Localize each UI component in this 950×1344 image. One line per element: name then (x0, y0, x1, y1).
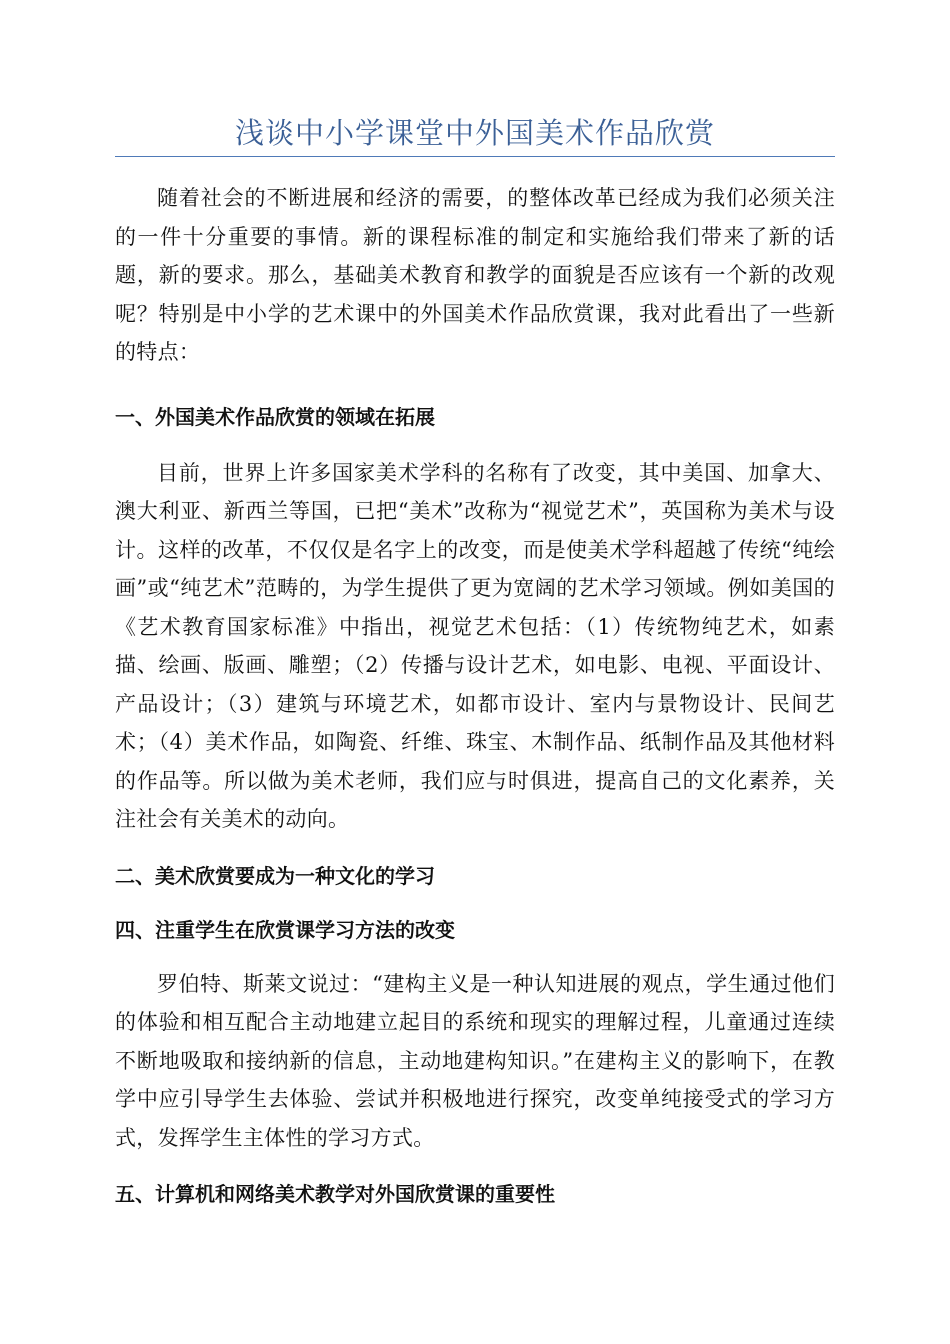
section-body-1: 目前，世界上许多国家美术学科的名称有了改变，其中美国、加拿大、澳大利亚、新西兰等国，已把“美术”改称为“视觉艺术”，英国称为美术与设计。这样的改革，不仅仅是名字上的改变，而是使美术学科超越了传统“纯绘画”或“纯艺术”范畴的，为学生提供了更为宽阔的艺术学习领域。例如美国的《艺术教育国家标准》中指出，视觉艺术包括：（1）传统物纯艺术，如素描、绘画、版画、雕塑；（2）传播与设计艺术，如电影、电视、平面设计、产品设计；（3）建筑与环境艺术，如都市设计、室内与景物设计、民间艺术；（4）美术作品，如陶瓷、纤维、珠宝、木制作品、纸制作品及其他材料的作品等。所以做为美术老师，我们应与时俱进，提高自己的文化素养，关注社会有关美术的动向。 (115, 460, 835, 831)
title-underline (115, 156, 835, 157)
section-body-4: 罗伯特、斯莱文说过：“建构主义是一种认知进展的观点，学生通过他们的体验和相互配合主动地建立起目的系统和现实的理解过程，儿童通过连续不断地吸取和接纳新的信息，主动地建构知识。”在建构主义的影响下，在教学中应引导学生去体验、尝试并积极地进行探究，改变单纯接受式的学习方式，发挥学生主体性的学习方式。 (115, 971, 835, 1150)
intro-paragraph: 随着社会的不断进展和经济的需要，的整体改革已经成为我们必须关注的一件十分重要的事情。新的课程标准的制定和实施给我们带来了新的话题，新的要求。那么，基础美术教育和教学的面貌是否应该有一个新的改观呢？特别是中小学的艺术课中的外国美术作品欣赏课，我对此看出了一些新的特点： (115, 186, 835, 364)
document-title: 浅谈中小学课堂中外国美术作品欣赏 (234, 116, 715, 150)
section-heading-4: 四、注重学生在欣赏课学习方法的改变 (115, 917, 455, 942)
section-heading-5: 五、计算机和网络美术教学对外国欣赏课的重要性 (115, 1182, 555, 1206)
section-heading-2: 二、美术欣赏要成为一种文化的学习 (115, 863, 435, 888)
section-heading-1: 一、外国美术作品欣赏的领域在拓展 (115, 404, 435, 429)
document-page (115, 110, 835, 1209)
